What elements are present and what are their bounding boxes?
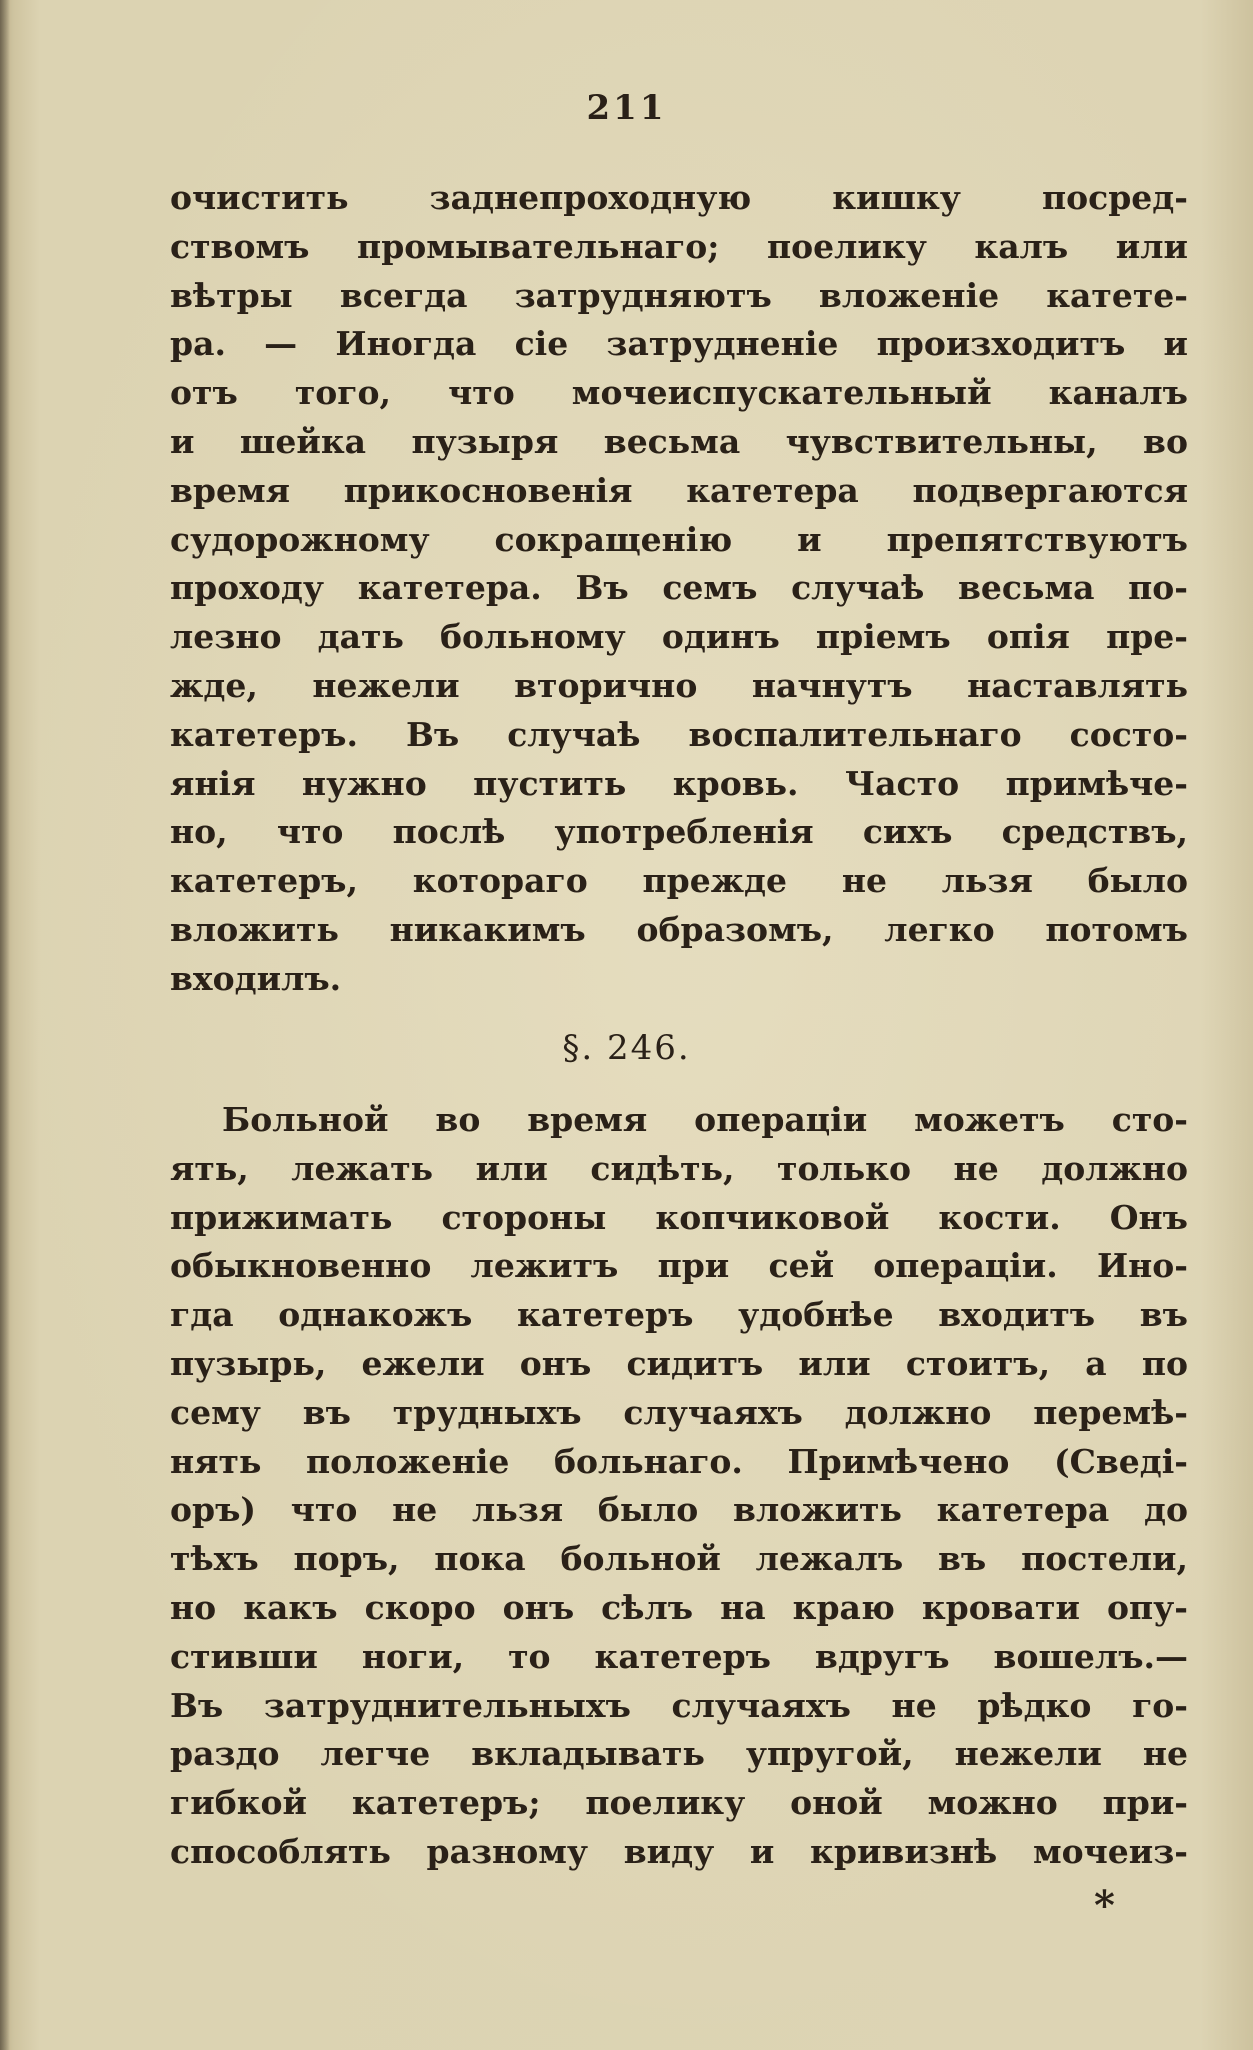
text-line: гибкой катетеръ; поелику оной можно при- [170, 1783, 1188, 1823]
text-line: отъ того, что мочеиспускательный каналъ [170, 373, 1188, 413]
text-line: сему въ трудныхъ случаяхъ должно перемѣ- [170, 1392, 1188, 1432]
text-line: но какъ скоро онъ сѣлъ на краю кровати опу- [170, 1587, 1188, 1627]
section-heading: §. 246. [562, 1028, 691, 1068]
text-line: катетеръ. Въ случаѣ воспалительнаго состо- [170, 714, 1188, 754]
spine-shadow [0, 0, 10, 2050]
text-line: Въ затруднительныхъ случаяхъ не рѣдко го- [170, 1685, 1188, 1725]
signature-mark: * [1094, 1882, 1115, 1929]
text-line: прижимать стороны копчиковой кости. Онъ [170, 1197, 1188, 1237]
text-line: но, что послѣ употребленія сихъ средствъ, [170, 812, 1188, 852]
text-line: входилъ. [170, 958, 342, 998]
text-line: нять положеніе больнаго. Примѣчено (Сведі- [170, 1441, 1188, 1481]
text-line: и шейка пузыря весьма чувствительны, во [170, 421, 1188, 461]
page-number: 211 [586, 88, 667, 128]
text-line: тѣхъ поръ, пока больной лежалъ въ постели, [170, 1539, 1188, 1579]
text-line: стивши ноги, то катетеръ вдругъ вошелъ.— [170, 1636, 1188, 1676]
text-line: ять, лежать или сидѣть, только не должно [170, 1148, 1188, 1188]
text-line: ствомъ промывательнаго; поелику калъ или [170, 226, 1188, 266]
text-line: Больной во время операціи можетъ сто- [222, 1100, 1188, 1139]
text-line: судорожному сокращенію и препятствуютъ [170, 519, 1188, 559]
text-line: вложить никакимъ образомъ, легко потомъ [170, 909, 1188, 949]
text-line: янія нужно пустить кровь. Часто примѣче- [170, 763, 1188, 803]
text-line: оръ) что не льзя было вложить катетера до [170, 1490, 1188, 1530]
text-line: гда однакожъ катетеръ удобнѣе входитъ въ [170, 1295, 1188, 1335]
text-line: очистить заднепроходную кишку посред- [170, 178, 1188, 217]
text-line: катетеръ, котораго прежде не льзя было [170, 861, 1188, 901]
text-line: способлять разному виду и кривизнѣ мочеиз- [170, 1831, 1188, 1871]
text-line: жде, нежели вторично начнутъ наставлять [170, 665, 1188, 705]
paragraph-2 [170, 1096, 1188, 1877]
text-line: обыкновенно лежитъ при сей операціи. Ино- [170, 1246, 1188, 1286]
text-line: проходу катетера. Въ семъ случаѣ весьма по- [170, 568, 1188, 608]
text-line: время прикосновенія катетера подвергаются [170, 470, 1188, 510]
text-line: пузырь, ежели онъ сидитъ или стоитъ, а по [170, 1343, 1188, 1383]
text-line: раздо легче вкладывать упругой, нежели не [170, 1734, 1188, 1774]
text-line: ра. — Иногда сіе затрудненіе произходитъ и [170, 324, 1188, 364]
paragraph-1 [170, 174, 1188, 1004]
text-line: вѣтры всегда затрудняютъ вложеніе катете- [170, 275, 1188, 315]
text-line: лезно дать больному одинъ пріемъ опія пре- [170, 617, 1188, 657]
